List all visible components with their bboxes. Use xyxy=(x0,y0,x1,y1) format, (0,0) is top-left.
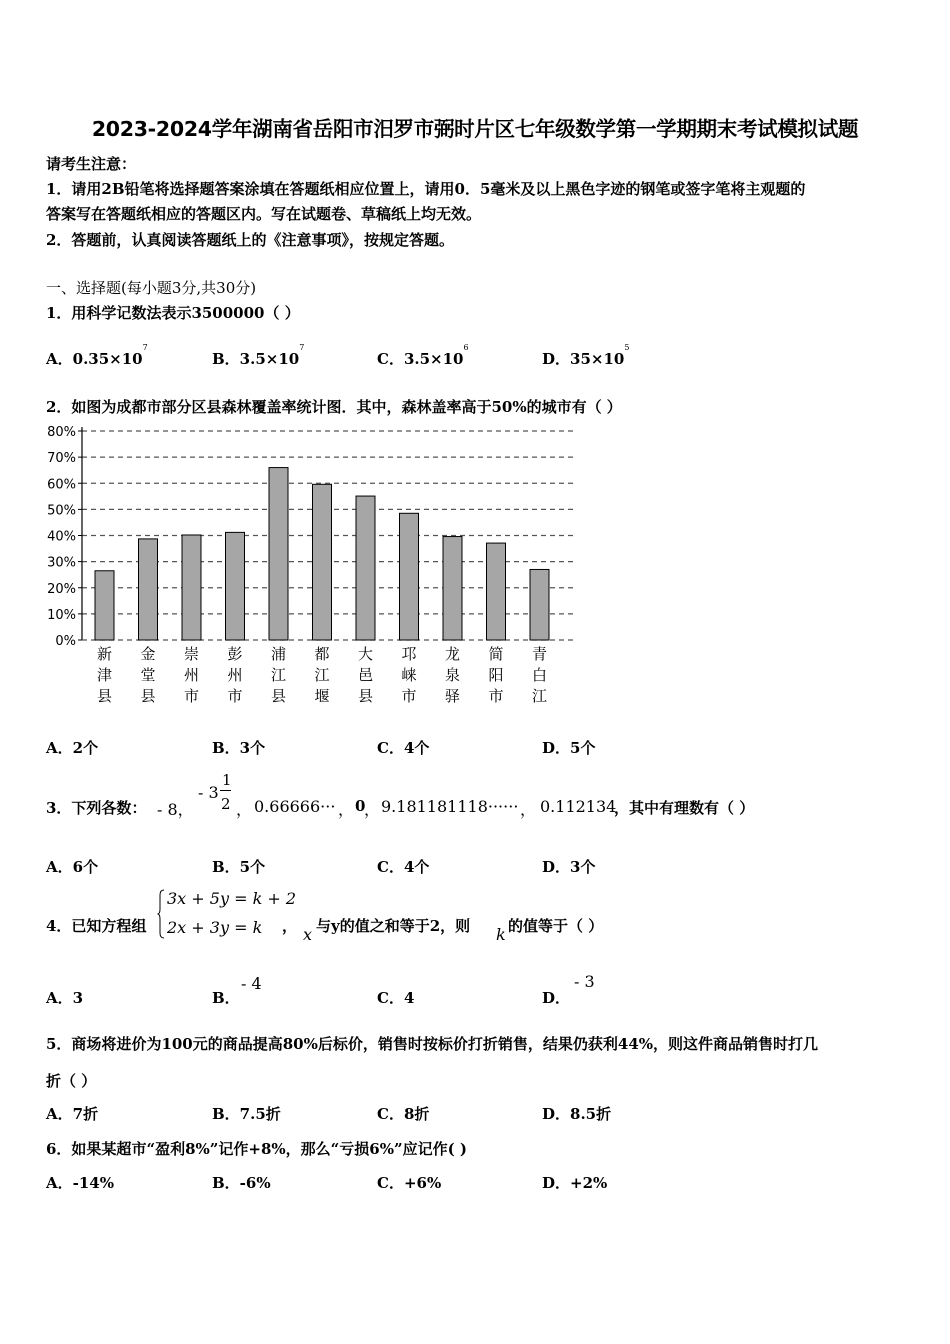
bar xyxy=(139,539,158,640)
q3-fraction-numerator: 1 xyxy=(222,771,232,789)
notice-line-2: 2．答题前，认真阅读答题纸上的《注意事项》，按规定答题。 xyxy=(46,231,454,249)
x-tick-label-char: 县 xyxy=(270,687,287,705)
x-tick-label-char: 新 xyxy=(96,645,113,663)
q3-mixed-whole: - 3 xyxy=(198,783,219,802)
q3-suffix: ，其中有理数有（ ） xyxy=(614,799,755,817)
question-3-prefix: 3．下列各数： xyxy=(46,799,147,817)
x-tick-label-char: 州 xyxy=(183,666,200,684)
bar xyxy=(269,468,288,640)
bar xyxy=(226,532,245,640)
q6-option-a: A．-14% xyxy=(46,1174,114,1192)
y-tick-label: 20% xyxy=(47,581,76,597)
q4-option-c: C．4 xyxy=(377,989,415,1007)
q4-option-b-value: - 4 xyxy=(241,974,262,993)
bar xyxy=(443,537,462,640)
bar xyxy=(400,513,419,640)
q3-number-neg8: - 8， xyxy=(157,800,194,819)
x-tick-label-char: 白 xyxy=(531,666,548,684)
q4-variable-k: k xyxy=(496,925,506,944)
notice-line-1b: 答案写在答题纸相应的答题区内。写在试题卷、草稿纸上均无效。 xyxy=(46,205,482,223)
q4-equation-1: 3x + 5y = k + 2 xyxy=(167,889,297,908)
q3-option-a: A．6个 xyxy=(46,858,99,876)
q1-option-c: C．$3.5\times 10^6$ xyxy=(377,343,469,368)
x-tick-label-char: 市 xyxy=(183,687,200,705)
bar xyxy=(356,496,375,640)
notice-line-1a: 1．请用2B铅笔将选择题答案涂填在答题纸相应位置上，请用0．5毫米及以上黑色字迹的钢笔或签字笔将主观题的 xyxy=(46,180,806,198)
q3-number-nonrepeating: 9.181181118······ xyxy=(381,797,519,816)
x-tick-label-char: 堂 xyxy=(140,666,156,684)
x-tick-label-char: 堰 xyxy=(314,687,330,705)
x-tick-label-char: 驿 xyxy=(444,687,461,705)
question-5-line-2: 折（ ） xyxy=(46,1072,97,1090)
q4-option-d-value: - 3 xyxy=(574,972,595,991)
section-heading: 一、选择题(每小题3分,共30分) xyxy=(46,279,257,297)
bar xyxy=(182,535,201,640)
q4-middle-text: 与y的值之和等于2，则 xyxy=(316,917,471,935)
y-tick-label: 0% xyxy=(55,634,76,649)
x-tick-label-char: 县 xyxy=(357,687,374,705)
q5-option-d: D．8.5折 xyxy=(542,1105,612,1123)
x-tick-label-char: 津 xyxy=(96,666,113,684)
x-tick-label-char: 崇 xyxy=(183,645,200,663)
y-tick-label: 30% xyxy=(47,555,76,571)
bar xyxy=(313,484,332,640)
y-tick-label: 80% xyxy=(47,425,76,440)
q3-comma-3: ， xyxy=(364,800,381,819)
q3-comma-1: ， xyxy=(236,800,253,819)
q3-option-b: B．5个 xyxy=(212,858,266,876)
x-tick-label-char: 江 xyxy=(314,666,330,684)
q4-option-d: D． xyxy=(542,989,571,1007)
q3-comma-4: ， xyxy=(520,800,537,819)
x-tick-label-char: 浦 xyxy=(270,645,287,663)
q4-comma: ， xyxy=(282,917,298,935)
bar xyxy=(487,543,506,640)
q2-option-c: C．4个 xyxy=(377,739,430,757)
x-tick-label-char: 市 xyxy=(227,687,243,705)
notice-heading: 请考生注意： xyxy=(46,155,137,173)
q4-variable-x: x xyxy=(303,925,313,944)
q6-option-d: D．+2% xyxy=(542,1174,608,1192)
q3-number-zero: 0 xyxy=(355,797,366,815)
page-title: 2023-2024学年湖南省岳阳市汨罗市弼时片区七年级数学第一学期期末考试模拟试题 xyxy=(91,117,859,141)
bar xyxy=(95,571,114,640)
y-tick-label: 60% xyxy=(47,477,76,493)
x-tick-label-char: 彭 xyxy=(227,645,243,663)
q1-option-d: D．$35\times 10^5$ xyxy=(542,343,630,368)
q5-option-b: B．7.5折 xyxy=(212,1105,281,1123)
question-4-prefix: 4．已知方程组 xyxy=(46,917,147,935)
x-tick-label-char: 简 xyxy=(488,645,504,663)
q4-equation-2: 2x + 3y = k xyxy=(167,918,263,937)
q3-comma-2: ， xyxy=(338,800,355,819)
x-tick-label-char: 市 xyxy=(401,687,417,705)
q2-option-d: D．5个 xyxy=(542,739,596,757)
system-brace xyxy=(157,889,165,939)
q3-fraction-denominator: 2 xyxy=(221,795,231,813)
x-tick-label-char: 江 xyxy=(531,687,548,705)
x-tick-label-char: 县 xyxy=(96,687,113,705)
q6-option-b: B．-6% xyxy=(212,1174,271,1192)
x-tick-label-char: 邑 xyxy=(357,666,374,684)
forest-coverage-chart xyxy=(40,420,590,710)
q5-option-c: C．8折 xyxy=(377,1105,430,1123)
x-tick-label-char: 县 xyxy=(140,687,156,705)
x-tick-label-char: 龙 xyxy=(444,645,461,663)
x-tick-label-char: 江 xyxy=(270,666,287,684)
x-tick-label-char: 阳 xyxy=(488,666,504,684)
x-tick-label-char: 青 xyxy=(531,645,548,663)
q3-number-decimal: 0.112134 xyxy=(540,797,617,816)
q4-option-a: A．3 xyxy=(46,989,84,1007)
q3-option-c: C．4个 xyxy=(377,858,430,876)
x-tick-label-char: 泉 xyxy=(444,666,461,684)
y-tick-label: 70% xyxy=(47,451,76,467)
x-tick-label-char: 邛 xyxy=(401,645,417,663)
q3-number-repeating: 0.66666··· xyxy=(254,797,336,816)
q4-option-b: B． xyxy=(212,989,240,1007)
q2-option-a: A．2个 xyxy=(46,739,99,757)
q5-option-a: A．7折 xyxy=(46,1105,99,1123)
y-tick-label: 40% xyxy=(47,529,76,545)
q6-option-c: C．+6% xyxy=(377,1174,442,1192)
y-tick-label: 10% xyxy=(47,607,76,623)
q2-option-b: B．3个 xyxy=(212,739,266,757)
x-tick-label-char: 州 xyxy=(227,666,243,684)
q4-suffix: 的值等于（ ） xyxy=(508,917,604,935)
q1-option-b: B．$3.5\times 10^7$ xyxy=(212,343,305,368)
question-5-line-1: 5．商场将进价为100元的商品提高80%后标价，销售时按标价打折销售，结果仍获利44%，则这件商品销售时打几 xyxy=(46,1035,819,1053)
x-tick-label-char: 崃 xyxy=(401,666,417,684)
x-tick-label-char: 都 xyxy=(314,645,330,663)
x-tick-label-char: 大 xyxy=(357,645,374,663)
q3-option-d: D．3个 xyxy=(542,858,596,876)
q1-option-a: A．$0.35\times 10^7$ xyxy=(46,343,148,368)
question-1-stem: 1．用科学记数法表示3500000（ ） xyxy=(46,304,300,322)
y-tick-label: 50% xyxy=(47,503,76,519)
bar xyxy=(530,569,549,640)
question-2-stem: 2．如图为成都市部分区县森林覆盖率统计图．其中，森林盖率高于50%的城市有（ ） xyxy=(46,398,622,416)
q3-fraction-bar xyxy=(220,790,231,791)
x-tick-label-char: 金 xyxy=(140,645,156,663)
x-tick-label-char: 市 xyxy=(488,687,504,705)
question-6-stem: 6．如果某超市“盈利8%”记作+8%，那么“亏损6%”应记作( ) xyxy=(46,1140,468,1158)
